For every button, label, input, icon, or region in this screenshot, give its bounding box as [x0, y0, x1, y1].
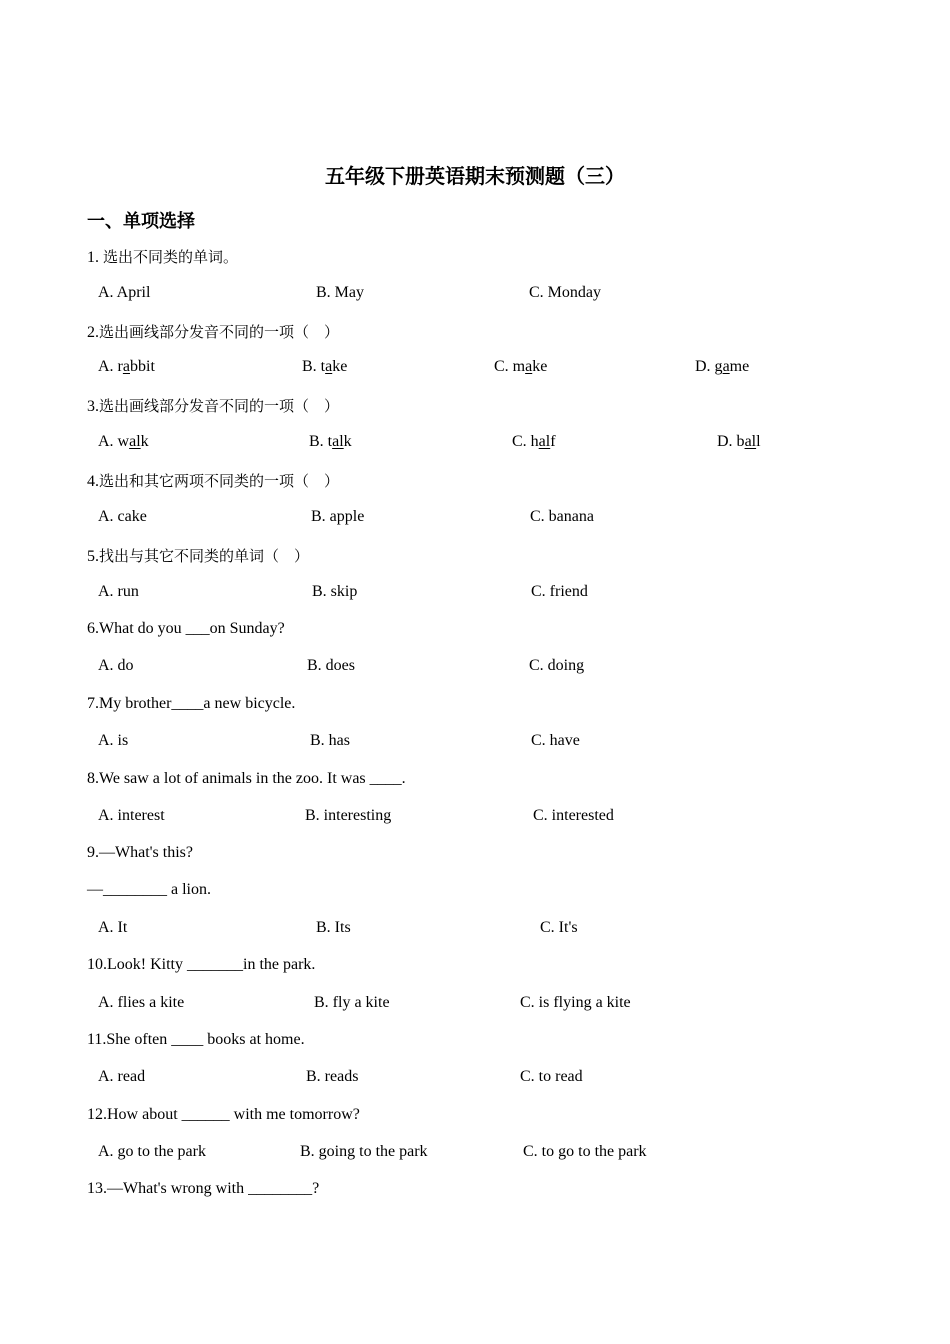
question-stem — [87, 695, 295, 713]
option-text: A. do — [98, 657, 134, 674]
answer-option[interactable] — [300, 1143, 428, 1161]
option-text: A. interest — [98, 807, 165, 824]
answer-option[interactable] — [314, 994, 390, 1012]
underlined-letters: a — [722, 358, 730, 375]
answer-option[interactable] — [98, 284, 150, 302]
question-number: 7.My brother____a new bicycle. — [87, 695, 296, 712]
answer-option[interactable] — [302, 358, 347, 376]
answer-option[interactable] — [98, 433, 149, 451]
question-text: 选出画线部分发音不同的一项（ ） — [99, 397, 340, 415]
section-heading: 一、单项选择 — [87, 211, 195, 232]
question-number: 9.—What's this? — [87, 844, 193, 861]
answer-option[interactable] — [98, 732, 128, 750]
option-text: A. cake — [98, 508, 147, 525]
answer-option[interactable] — [98, 1143, 206, 1161]
answer-option[interactable] — [540, 919, 578, 937]
question-stem — [87, 545, 309, 566]
page-title: 五年级下册英语期末预测题（三） — [325, 164, 625, 188]
option-text-rest: bbit — [130, 358, 155, 375]
question-number: 3. — [87, 398, 99, 415]
question-stem — [87, 1031, 305, 1049]
option-text: C. doing — [529, 657, 585, 674]
option-text: A. run — [98, 583, 139, 600]
question-stem — [87, 844, 193, 862]
question-number: 2. — [87, 324, 99, 341]
question-text: 选出不同类的单词。 — [103, 248, 239, 266]
answer-option[interactable] — [98, 583, 139, 601]
answer-option[interactable] — [520, 1068, 583, 1086]
answer-option[interactable] — [306, 1068, 358, 1086]
answer-option[interactable] — [98, 358, 155, 376]
option-text: C. m — [494, 358, 526, 375]
question-stem — [87, 620, 285, 638]
answer-option[interactable] — [316, 284, 364, 302]
answer-option[interactable] — [494, 358, 547, 376]
answer-option[interactable] — [523, 1143, 647, 1161]
answer-option[interactable] — [307, 657, 355, 675]
underlined-letters: a — [122, 358, 130, 375]
answer-option[interactable] — [717, 433, 761, 451]
option-text: C. interested — [533, 807, 614, 824]
underlined-letters: a — [525, 358, 533, 375]
option-text: C. h — [512, 433, 539, 450]
option-text: C. to go to the park — [523, 1143, 647, 1160]
option-text: B. Its — [316, 919, 351, 936]
option-text: B. skip — [312, 583, 358, 600]
answer-option[interactable] — [309, 433, 352, 451]
answer-option[interactable] — [98, 1068, 145, 1086]
question-stem — [87, 470, 339, 491]
option-text-rest: ke — [532, 358, 548, 375]
option-text-rest: ke — [332, 358, 348, 375]
underlined-letters: al — [332, 433, 344, 450]
answer-option[interactable] — [98, 807, 165, 825]
option-text: D. g — [695, 358, 723, 375]
option-text-rest: l — [756, 433, 761, 450]
option-text: C. It's — [540, 919, 578, 936]
option-text: B. has — [310, 732, 350, 749]
answer-option[interactable] — [530, 508, 594, 526]
answer-option[interactable] — [512, 433, 556, 451]
question-number: 6.What do you ___on Sunday? — [87, 620, 285, 637]
question-text: 找出与其它不同类的单词（ ） — [99, 547, 310, 565]
question-stem — [87, 246, 238, 267]
answer-option[interactable] — [316, 919, 351, 937]
option-text: C. Monday — [529, 284, 601, 301]
answer-option[interactable] — [312, 583, 357, 601]
answer-option[interactable] — [98, 919, 127, 937]
option-text: C. is flying a kite — [520, 994, 631, 1011]
option-text: B. interesting — [305, 807, 392, 824]
option-text: C. banana — [530, 508, 594, 525]
answer-option[interactable] — [531, 732, 580, 750]
answer-option[interactable] — [695, 358, 749, 376]
question-stem — [87, 770, 406, 788]
answer-option[interactable] — [531, 583, 588, 601]
question-stem — [87, 1180, 319, 1198]
question-stem — [87, 1106, 360, 1124]
option-text-rest: me — [729, 358, 750, 375]
option-text: B. reads — [306, 1068, 359, 1085]
answer-option[interactable] — [520, 994, 631, 1012]
option-text: D. b — [717, 433, 745, 450]
option-text: A. It — [98, 919, 128, 936]
question-number: 8.We saw a lot of animals in the zoo. It was ____. — [87, 770, 406, 787]
answer-option[interactable] — [305, 807, 391, 825]
answer-option[interactable] — [98, 508, 147, 526]
question-number: 10.Look! Kitty _______in the park. — [87, 956, 316, 973]
answer-option[interactable] — [529, 284, 601, 302]
question-number: 1. — [87, 249, 103, 266]
option-text: A. flies a kite — [98, 994, 185, 1011]
question-text: 选出和其它两项不同类的一项（ ） — [99, 472, 340, 490]
option-text: C. friend — [531, 583, 588, 600]
question-number: 4. — [87, 473, 99, 490]
question-stem — [87, 956, 315, 974]
option-text: B. going to the park — [300, 1143, 428, 1160]
question-text: 选出画线部分发音不同的一项（ ） — [99, 323, 340, 341]
option-text: B. apple — [311, 508, 365, 525]
option-text-rest: f — [550, 433, 556, 450]
answer-option[interactable] — [98, 657, 134, 675]
option-text: A. is — [98, 732, 129, 749]
answer-option[interactable] — [98, 994, 184, 1012]
option-text: A. go to the park — [98, 1143, 206, 1160]
underlined-letters: al — [129, 433, 141, 450]
option-text: B. t — [302, 358, 326, 375]
question-answer-line: —________ a lion. — [87, 881, 211, 898]
option-text: A. April — [98, 284, 151, 301]
option-text: B. t — [309, 433, 333, 450]
option-text: A. read — [98, 1068, 146, 1085]
option-text: B. fly a kite — [314, 994, 390, 1011]
option-text: B. May — [316, 284, 364, 301]
option-text-rest: k — [343, 433, 352, 450]
option-text: A. r — [98, 358, 123, 375]
answer-option[interactable] — [311, 508, 364, 526]
option-text: C. have — [531, 732, 580, 749]
question-number: 12.How about ______ with me tomorrow? — [87, 1106, 360, 1123]
answer-option[interactable] — [533, 807, 614, 825]
question-number: 5. — [87, 548, 99, 565]
underlined-letters: a — [325, 358, 333, 375]
question-stem — [87, 321, 339, 342]
option-text: A. w — [98, 433, 130, 450]
underlined-letters: al — [538, 433, 551, 450]
question-stem — [87, 395, 339, 416]
question-number: 11.She often ____ books at home. — [87, 1031, 305, 1048]
question-number: 13.—What's wrong with ________? — [87, 1180, 320, 1197]
answer-option[interactable] — [310, 732, 350, 750]
answer-option[interactable] — [529, 657, 584, 675]
option-text: C. to read — [520, 1068, 583, 1085]
option-text-rest: k — [140, 433, 149, 450]
option-text: B. does — [307, 657, 355, 674]
underlined-letters: al — [744, 433, 757, 450]
